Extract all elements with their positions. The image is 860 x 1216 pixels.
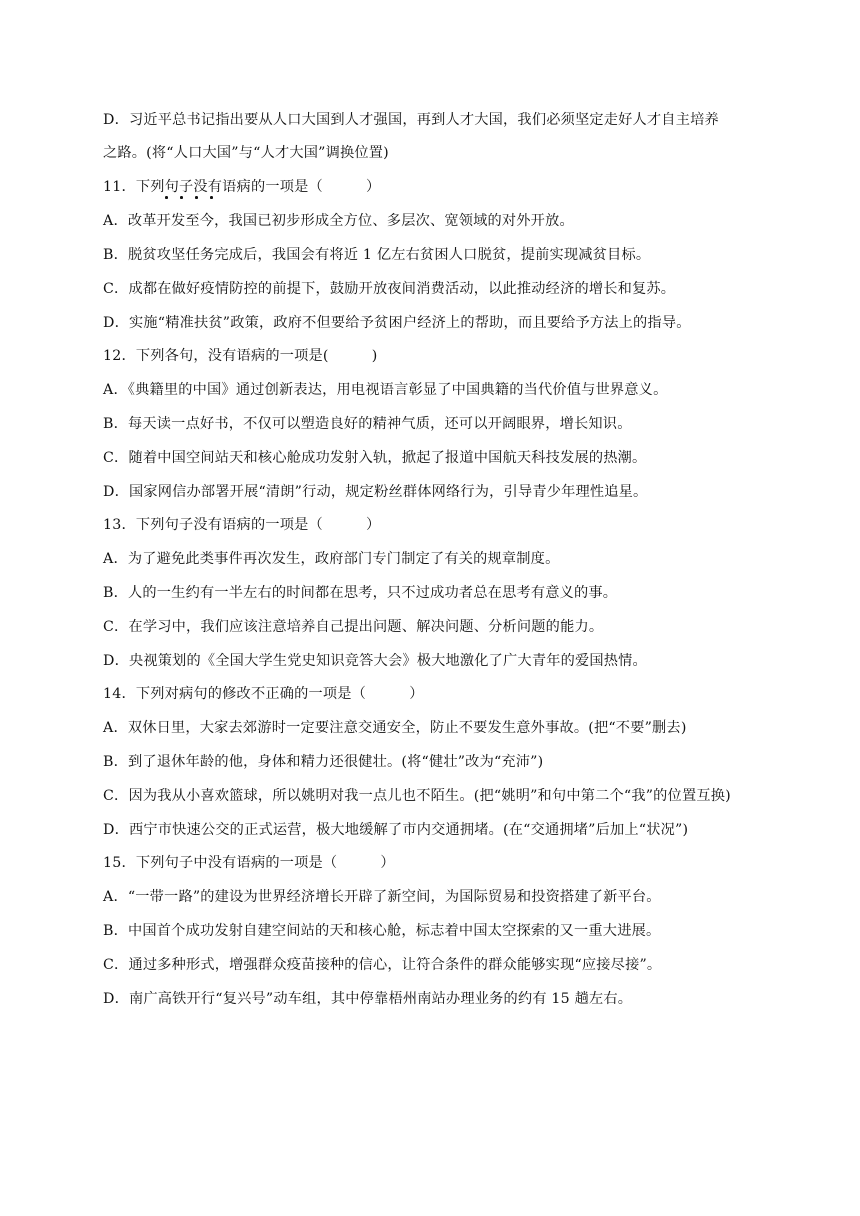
question-13-option-d: D．央视策划的《全国大学生党史知识竞答大会》极大地激化了广大青年的爱国热情。 — [103, 653, 647, 669]
question-12-option-b: B．每天读一点好书，不仅可以塑造良好的精神气质，还可以开阔眼界，增长知识。 — [103, 416, 632, 432]
question-15: 15．下列句子中没有语病的一项是（ ） — [103, 855, 395, 871]
question-15-option-b: B．中国首个成功发射自建空间站的天和核心舱，标志着中国太空探索的又一重大进展。 — [103, 923, 661, 939]
question-12-option-d: D．国家网信办部署开展“清朗”行动，规定粉丝群体网络行为，引导青少年理性追星。 — [103, 484, 648, 500]
question-13: 13．下列句子没有语病的一项是（ ） — [103, 517, 381, 533]
question-11-option-c: C．成都在做好疫情防控的前提下，鼓励开放夜间消费活动，以此推动经济的增长和复苏。 — [103, 281, 676, 297]
question-14-option-c: C．因为我从小喜欢篮球，所以姚明对我一点儿也不陌生。(把“姚明”和句中第二个“我”的位置互换) — [103, 788, 731, 804]
question-12: 12．下列各句，没有语病的一项是( ) — [103, 348, 378, 364]
question-14-option-a: A．双休日里，大家去郊游时一定要注意交通安全，防止不要发生意外事故。(把“不要”删去) — [103, 720, 687, 736]
question-12-option-a: A．《典籍里的中国》通过创新表达，用电视语言彰显了中国典籍的当代价值与世界意义。 — [103, 382, 668, 398]
question-13-option-b: B．人的一生约有一半左右的时间都在思考，只不过成功者总在思考有意义的事。 — [103, 585, 618, 601]
question-13-option-c: C．在学习中，我们应该注意培养自己提出问题、解决问题、分析问题的能力。 — [103, 619, 604, 635]
question-15-option-a: A．“一带一路”的建设为世界经济增长开辟了新空间，为国际贸易和投资搭建了新平台。 — [103, 889, 661, 905]
question-12-option-c: C．随着中国空间站天和核心舱成功发射入轨，掀起了报道中国航天科技发展的热潮。 — [103, 450, 647, 466]
question-13-option-a: A．为了避免此类事件再次发生，政府部门专门制定了有关的规章制度。 — [103, 551, 560, 567]
question-11-option-a: A．改革开发至今，我国已初步形成全方位、多层次、宽领域的对外开放。 — [103, 213, 574, 229]
question-11: 11．下列句子没有语病的一项是（ ） — [103, 179, 381, 195]
question-11-option-b: B．脱贫攻坚任务完成后，我国会有将近 1 亿左右贫困人口脱贫，提前实现减贫目标。 — [103, 247, 651, 263]
question-11-option-d: D．实施“精准扶贫”政策，政府不但要给予贫困户经济上的帮助，而且要给予方法上的指导。 — [103, 315, 691, 331]
option-d-line-2: 之路。(将“人口大国”与“人才大国”调换位置) — [103, 145, 389, 161]
emphasis-dots — [165, 196, 255, 202]
question-14: 14．下列对病句的修改不正确的一项是（ ） — [103, 686, 424, 702]
question-15-option-c: C．通过多种形式，增强群众疫苗接种的信心，让符合条件的群众能够实现“应接尽接”。 — [103, 957, 662, 973]
option-d-line-1: D．习近平总书记指出要从人口大国到人才强国，再到人才大国，我们必须坚定走好人才自主培养 — [103, 112, 719, 128]
question-15-option-d: D．南广高铁开行“复兴号”动车组，其中停靠梧州南站办理业务的约有 15 趟左右。 — [103, 991, 633, 1007]
question-14-option-b: B．到了退休年龄的他，身体和精力还很健壮。(将“健壮”改为“充沛”) — [103, 754, 544, 770]
question-14-option-d: D．西宁市快速公交的正式运营，极大地缓解了市内交通拥堵。(在“交通拥堵”后加上“状况”) — [103, 822, 689, 838]
